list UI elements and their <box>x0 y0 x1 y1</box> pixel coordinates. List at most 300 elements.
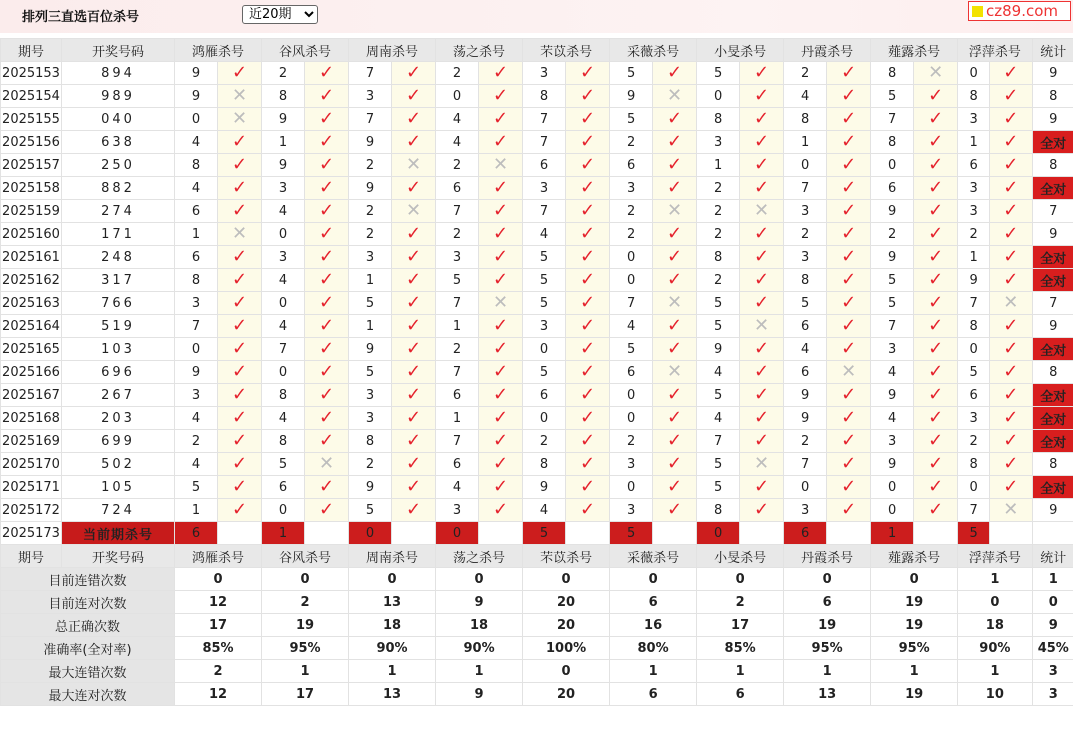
result-cell <box>653 85 697 108</box>
kill-number-cell: 5 <box>871 269 914 292</box>
draw-number-cell: 696 <box>62 361 175 384</box>
check-icon: ✓ <box>405 62 422 83</box>
all-correct-badge: 全对 <box>1032 338 1073 361</box>
result-cell <box>392 223 436 246</box>
period-cell: 2025161 <box>1 246 62 269</box>
summary-value: 0 <box>697 568 784 591</box>
result-cell <box>740 62 784 85</box>
kill-number-cell: 2 <box>610 131 653 154</box>
summary-label: 最大连对次数 <box>1 683 175 706</box>
summary-value: 1 <box>436 660 523 683</box>
check-icon: ✓ <box>754 430 770 451</box>
result-cell <box>218 453 262 476</box>
result-cell <box>566 292 610 315</box>
check-icon: ✓ <box>928 223 944 244</box>
result-cell <box>305 338 349 361</box>
kill-number-cell: 2 <box>349 154 392 177</box>
all-correct-badge: 全对 <box>1032 246 1073 269</box>
result-cell <box>990 453 1032 476</box>
draw-number-cell: 250 <box>62 154 175 177</box>
kill-number-cell: 8 <box>262 430 305 453</box>
current-kill-number: 0 <box>436 522 479 545</box>
summary-stat: 3 <box>1032 660 1073 683</box>
kill-number-cell: 2 <box>436 154 479 177</box>
check-icon: ✓ <box>231 246 248 267</box>
kill-number-cell: 9 <box>871 246 914 269</box>
check-icon: ✓ <box>1003 338 1019 359</box>
current-kill-number: 5 <box>523 522 566 545</box>
kill-number-cell: 8 <box>871 62 914 85</box>
result-cell <box>827 499 871 522</box>
cross-icon: ✕ <box>231 85 248 106</box>
check-icon: ✓ <box>580 476 596 497</box>
stat-cell: 9 <box>1032 315 1073 338</box>
kill-number-cell: 7 <box>436 430 479 453</box>
kill-number-cell: 5 <box>523 246 566 269</box>
period-cell: 2025160 <box>1 223 62 246</box>
result-cell <box>653 131 697 154</box>
kill-number-cell: 1 <box>349 269 392 292</box>
check-icon: ✓ <box>318 246 335 267</box>
period-cell: 2025168 <box>1 407 62 430</box>
kill-number-cell: 0 <box>610 269 653 292</box>
result-cell <box>914 361 958 384</box>
result-cell <box>990 85 1032 108</box>
current-kill-spacer <box>990 522 1032 545</box>
kill-number-cell: 8 <box>349 430 392 453</box>
check-icon: ✓ <box>493 338 509 359</box>
kill-number-cell: 0 <box>175 338 218 361</box>
result-cell <box>479 154 523 177</box>
summary-label: 准确率(全对率) <box>1 637 175 660</box>
result-cell <box>218 62 262 85</box>
table-row <box>1 85 1073 108</box>
kill-number-cell: 3 <box>871 338 914 361</box>
check-icon: ✓ <box>405 246 422 267</box>
result-cell <box>990 430 1032 453</box>
result-cell <box>827 292 871 315</box>
check-icon: ✓ <box>405 85 422 106</box>
summary-value: 19 <box>871 614 958 637</box>
column-header: 开奖号码 <box>62 545 175 568</box>
kill-number-cell: 3 <box>436 246 479 269</box>
result-cell <box>990 269 1032 292</box>
stat-cell: 8 <box>1032 154 1073 177</box>
result-cell <box>218 476 262 499</box>
check-icon: ✓ <box>667 177 683 198</box>
result-cell <box>990 62 1032 85</box>
result-cell <box>990 338 1032 361</box>
check-icon: ✓ <box>493 85 509 106</box>
check-icon: ✓ <box>405 223 422 244</box>
summary-row <box>1 660 1073 683</box>
check-icon: ✓ <box>1003 384 1019 405</box>
stat-cell: 9 <box>1032 62 1073 85</box>
kill-number-cell: 9 <box>175 85 218 108</box>
result-cell <box>914 108 958 131</box>
kill-number-cell: 9 <box>349 177 392 200</box>
summary-value: 17 <box>697 614 784 637</box>
kill-number-cell: 8 <box>784 269 827 292</box>
kill-number-cell: 4 <box>436 108 479 131</box>
summary-value: 1 <box>349 660 436 683</box>
result-cell <box>218 384 262 407</box>
kill-number-cell: 5 <box>610 108 653 131</box>
check-icon: ✓ <box>318 338 335 359</box>
result-cell <box>566 315 610 338</box>
kill-number-cell: 5 <box>349 499 392 522</box>
kill-number-cell: 5 <box>523 269 566 292</box>
result-cell <box>827 131 871 154</box>
kill-number-cell: 0 <box>958 62 990 85</box>
column-header: 周南杀号 <box>349 39 436 62</box>
check-icon: ✓ <box>1003 108 1019 129</box>
kill-number-cell: 0 <box>610 476 653 499</box>
check-icon: ✓ <box>405 315 422 336</box>
result-cell <box>479 269 523 292</box>
current-kill-number: 6 <box>175 522 218 545</box>
kill-number-cell: 4 <box>175 131 218 154</box>
kill-number-cell: 0 <box>262 223 305 246</box>
table-row <box>1 292 1073 315</box>
draw-number-cell: 699 <box>62 430 175 453</box>
check-icon: ✓ <box>754 85 770 106</box>
check-icon: ✓ <box>667 108 683 129</box>
check-icon: ✓ <box>841 177 857 198</box>
check-icon: ✓ <box>493 476 509 497</box>
check-icon: ✓ <box>754 154 770 175</box>
kill-number-cell: 2 <box>436 62 479 85</box>
check-icon: ✓ <box>667 154 683 175</box>
check-icon: ✓ <box>841 85 857 106</box>
kill-number-cell: 0 <box>523 338 566 361</box>
result-cell <box>566 223 610 246</box>
period-cell: 2025166 <box>1 361 62 384</box>
summary-value: 13 <box>349 683 436 706</box>
period-cell: 2025170 <box>1 453 62 476</box>
summary-value: 0 <box>436 568 523 591</box>
summary-value: 18 <box>436 614 523 637</box>
cross-icon: ✕ <box>1003 292 1019 313</box>
result-cell <box>827 453 871 476</box>
result-cell <box>990 292 1032 315</box>
result-cell <box>827 361 871 384</box>
result-cell <box>566 430 610 453</box>
column-header: 谷风杀号 <box>262 545 349 568</box>
check-icon: ✓ <box>928 430 944 451</box>
kill-number-cell: 0 <box>784 476 827 499</box>
summary-value: 1 <box>784 660 871 683</box>
kill-number-cell: 2 <box>958 430 990 453</box>
check-icon: ✓ <box>928 361 944 382</box>
result-cell <box>990 177 1032 200</box>
result-cell <box>740 315 784 338</box>
kill-number-cell: 0 <box>697 85 740 108</box>
stat-cell: 8 <box>1032 85 1073 108</box>
result-cell <box>305 476 349 499</box>
kill-number-cell: 5 <box>697 62 740 85</box>
kill-number-cell: 9 <box>784 407 827 430</box>
current-kill-spacer <box>914 522 958 545</box>
check-icon: ✓ <box>231 315 248 336</box>
kill-number-cell: 4 <box>262 269 305 292</box>
kill-number-cell: 3 <box>958 200 990 223</box>
current-kill-spacer <box>740 522 784 545</box>
kill-number-cell: 9 <box>175 62 218 85</box>
result-cell <box>990 499 1032 522</box>
result-cell <box>218 131 262 154</box>
kill-number-cell: 3 <box>958 407 990 430</box>
kill-number-cell: 3 <box>523 62 566 85</box>
summary-value: 95% <box>871 637 958 660</box>
kill-number-cell: 4 <box>262 200 305 223</box>
check-icon: ✓ <box>754 361 770 382</box>
check-icon: ✓ <box>580 223 596 244</box>
kill-number-cell: 3 <box>262 177 305 200</box>
summary-row <box>1 568 1073 591</box>
kill-number-cell: 5 <box>523 361 566 384</box>
check-icon: ✓ <box>405 499 422 520</box>
summary-value: 0 <box>784 568 871 591</box>
check-icon: ✓ <box>318 177 335 198</box>
result-cell <box>653 200 697 223</box>
result-cell <box>914 85 958 108</box>
result-cell <box>392 476 436 499</box>
check-icon: ✓ <box>754 499 770 520</box>
kill-number-cell: 3 <box>610 177 653 200</box>
column-header: 谷风杀号 <box>262 39 349 62</box>
kill-number-cell: 9 <box>262 154 305 177</box>
result-cell <box>392 384 436 407</box>
check-icon: ✓ <box>1003 430 1019 451</box>
result-cell <box>392 154 436 177</box>
draw-number-cell: 317 <box>62 269 175 292</box>
all-correct-badge: 全对 <box>1032 476 1073 499</box>
summary-value: 0 <box>262 568 349 591</box>
kill-number-cell: 4 <box>871 361 914 384</box>
cross-icon: ✕ <box>754 200 770 221</box>
result-cell <box>392 246 436 269</box>
result-cell <box>827 108 871 131</box>
result-cell <box>392 499 436 522</box>
check-icon: ✓ <box>841 62 857 83</box>
kill-number-cell: 3 <box>523 177 566 200</box>
draw-number-cell: 040 <box>62 108 175 131</box>
period-select[interactable] <box>242 5 318 24</box>
kill-number-cell: 4 <box>436 476 479 499</box>
kill-number-cell: 2 <box>697 200 740 223</box>
check-icon: ✓ <box>405 108 422 129</box>
summary-value: 12 <box>175 683 262 706</box>
result-cell <box>566 338 610 361</box>
result-cell <box>827 200 871 223</box>
summary-label: 目前连错次数 <box>1 568 175 591</box>
check-icon: ✓ <box>580 246 596 267</box>
kill-number-cell: 0 <box>610 246 653 269</box>
result-cell <box>479 200 523 223</box>
result-cell <box>740 338 784 361</box>
table-row <box>1 200 1073 223</box>
kill-number-cell: 5 <box>958 361 990 384</box>
result-cell <box>653 154 697 177</box>
result-cell <box>566 407 610 430</box>
kill-number-cell: 5 <box>262 453 305 476</box>
check-icon: ✓ <box>318 315 335 336</box>
kill-number-cell: 3 <box>958 177 990 200</box>
period-cell: 2025171 <box>1 476 62 499</box>
kill-number-table <box>0 38 1073 706</box>
kill-number-cell: 3 <box>523 315 566 338</box>
kill-number-cell: 3 <box>871 430 914 453</box>
summary-value: 0 <box>175 568 262 591</box>
kill-number-cell: 2 <box>697 269 740 292</box>
logo-square-icon <box>972 6 983 17</box>
kill-number-cell: 5 <box>523 292 566 315</box>
kill-number-cell: 8 <box>697 246 740 269</box>
kill-number-cell: 9 <box>871 384 914 407</box>
stat-cell: 8 <box>1032 453 1073 476</box>
result-cell <box>305 154 349 177</box>
result-cell <box>566 62 610 85</box>
kill-number-cell: 0 <box>871 499 914 522</box>
result-cell <box>566 177 610 200</box>
kill-number-cell: 2 <box>349 453 392 476</box>
table-row <box>1 315 1073 338</box>
result-cell <box>740 361 784 384</box>
result-cell <box>305 407 349 430</box>
check-icon: ✓ <box>493 108 509 129</box>
summary-value: 17 <box>175 614 262 637</box>
period-cell: 2025154 <box>1 85 62 108</box>
kill-number-cell: 2 <box>610 430 653 453</box>
result-cell <box>305 315 349 338</box>
check-icon: ✓ <box>318 499 335 520</box>
table-row <box>1 384 1073 407</box>
check-icon: ✓ <box>318 108 335 129</box>
column-header: 丹霞杀号 <box>784 545 871 568</box>
check-icon: ✓ <box>754 246 770 267</box>
period-cell: 2025156 <box>1 131 62 154</box>
check-icon: ✓ <box>841 338 857 359</box>
draw-number-cell: 267 <box>62 384 175 407</box>
check-icon: ✓ <box>493 223 509 244</box>
kill-number-cell: 9 <box>871 453 914 476</box>
result-cell <box>827 223 871 246</box>
result-cell <box>479 430 523 453</box>
summary-stat: 0 <box>1032 591 1073 614</box>
site-logo[interactable] <box>968 1 1071 21</box>
check-icon: ✓ <box>318 361 335 382</box>
check-icon: ✓ <box>580 292 596 313</box>
kill-number-cell: 9 <box>697 338 740 361</box>
current-kill-number: 0 <box>697 522 740 545</box>
check-icon: ✓ <box>493 246 509 267</box>
column-header: 薤露杀号 <box>871 545 958 568</box>
check-icon: ✓ <box>580 407 596 428</box>
kill-number-cell: 7 <box>436 361 479 384</box>
cross-icon: ✕ <box>841 361 857 382</box>
table-row <box>1 223 1073 246</box>
current-period-row <box>1 522 1073 545</box>
result-cell <box>740 430 784 453</box>
kill-number-cell: 4 <box>697 407 740 430</box>
current-kill-number: 1 <box>262 522 305 545</box>
check-icon: ✓ <box>754 131 770 152</box>
period-cell: 2025155 <box>1 108 62 131</box>
draw-number-cell: 724 <box>62 499 175 522</box>
summary-value: 100% <box>523 637 610 660</box>
cross-icon: ✕ <box>754 315 770 336</box>
kill-number-cell: 1 <box>784 131 827 154</box>
result-cell <box>914 292 958 315</box>
check-icon: ✓ <box>928 269 944 290</box>
result-cell <box>566 499 610 522</box>
check-icon: ✓ <box>231 269 248 290</box>
kill-number-cell: 0 <box>262 361 305 384</box>
check-icon: ✓ <box>841 246 857 267</box>
check-icon: ✓ <box>318 292 335 313</box>
result-cell <box>990 200 1032 223</box>
kill-number-cell: 3 <box>349 407 392 430</box>
column-header: 小旻杀号 <box>697 39 784 62</box>
result-cell <box>218 315 262 338</box>
column-header: 期号 <box>1 545 62 568</box>
check-icon: ✓ <box>231 131 248 152</box>
summary-value: 1 <box>697 660 784 683</box>
kill-number-cell: 2 <box>523 430 566 453</box>
check-icon: ✓ <box>841 384 857 405</box>
summary-value: 9 <box>436 591 523 614</box>
kill-number-cell: 8 <box>958 85 990 108</box>
current-kill-spacer <box>479 522 523 545</box>
stat-cell: 9 <box>1032 108 1073 131</box>
kill-number-cell: 2 <box>349 200 392 223</box>
result-cell <box>218 361 262 384</box>
result-cell <box>566 453 610 476</box>
check-icon: ✓ <box>754 62 770 83</box>
table-row <box>1 407 1073 430</box>
kill-number-cell: 0 <box>262 292 305 315</box>
kill-number-cell: 9 <box>958 269 990 292</box>
summary-value: 20 <box>523 614 610 637</box>
kill-number-cell: 2 <box>784 223 827 246</box>
column-header: 浮萍杀号 <box>958 545 1032 568</box>
check-icon: ✓ <box>231 361 248 382</box>
result-cell <box>914 453 958 476</box>
result-cell <box>305 269 349 292</box>
kill-number-cell: 7 <box>610 292 653 315</box>
kill-number-cell: 3 <box>349 384 392 407</box>
check-icon: ✓ <box>580 453 596 474</box>
result-cell <box>740 384 784 407</box>
check-icon: ✓ <box>1003 407 1019 428</box>
check-icon: ✓ <box>754 177 770 198</box>
check-icon: ✓ <box>580 384 596 405</box>
check-icon: ✓ <box>667 223 683 244</box>
result-cell <box>218 177 262 200</box>
kill-number-cell: 3 <box>610 499 653 522</box>
check-icon: ✓ <box>493 499 509 520</box>
check-icon: ✓ <box>405 384 422 405</box>
draw-number-cell: 105 <box>62 476 175 499</box>
kill-number-cell: 1 <box>958 131 990 154</box>
check-icon: ✓ <box>231 407 248 428</box>
result-cell <box>740 246 784 269</box>
check-icon: ✓ <box>1003 269 1019 290</box>
check-icon: ✓ <box>580 338 596 359</box>
kill-number-cell: 5 <box>697 315 740 338</box>
result-cell <box>218 407 262 430</box>
